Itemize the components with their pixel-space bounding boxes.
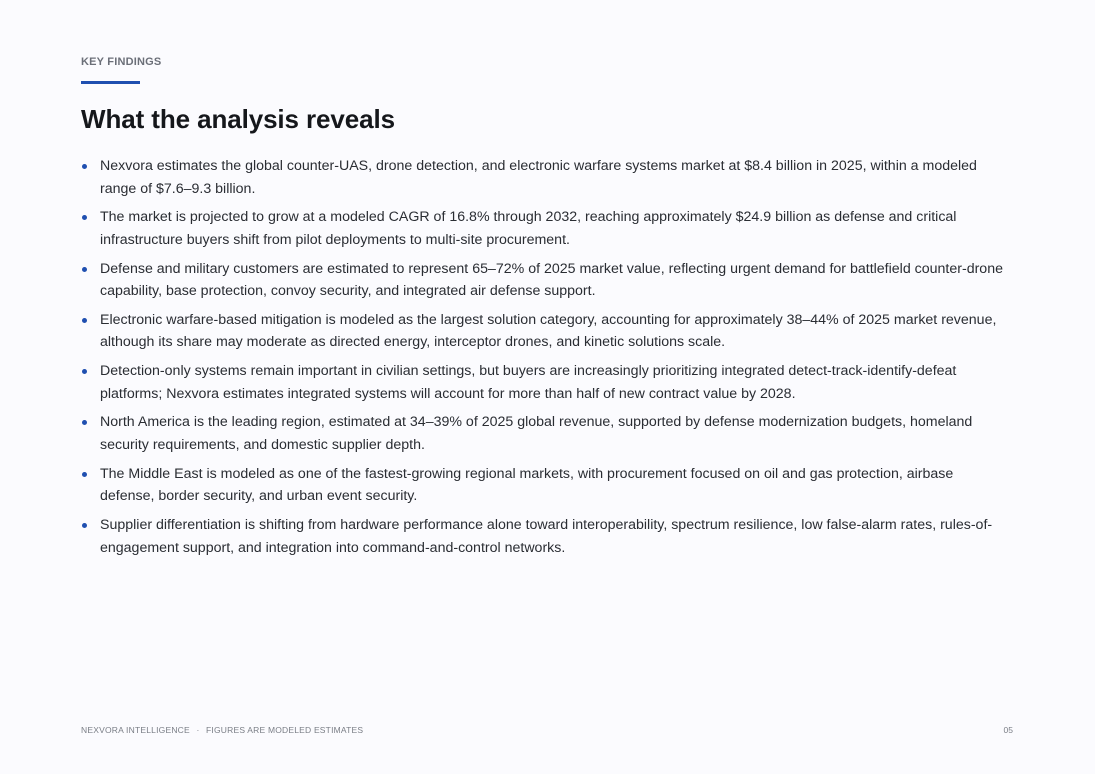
finding-item xyxy=(81,463,1011,508)
finding-item xyxy=(81,206,1011,251)
page-title: What the analysis reveals xyxy=(81,104,395,134)
report-page xyxy=(81,0,1015,774)
footer-brand: NEXVORA INTELLIGENCE xyxy=(81,725,190,735)
bullet-dot-icon xyxy=(82,523,87,528)
finding-item xyxy=(81,411,1011,456)
bullet-dot-icon xyxy=(82,369,87,374)
accent-rule xyxy=(81,81,140,84)
finding-item xyxy=(81,360,1011,405)
finding-item xyxy=(81,258,1011,303)
findings-list xyxy=(81,155,1011,565)
finding-text: Nexvora estimates the global counter-UAS, drone detection, and electronic warfare systems market at $8.4 billion in 2025, within a modeled range of $7.6–9.3 billion. xyxy=(100,158,977,197)
bullet-dot-icon xyxy=(82,318,87,323)
bullet-dot-icon xyxy=(82,267,87,272)
finding-text: The market is projected to grow at a modeled CAGR of 16.8% through 2032, reaching approximately $24.9 billion as defense and critical infrastructure buyers shift from pilot deployments to multi-site procurement. xyxy=(100,209,957,248)
finding-text: North America is the leading region, estimated at 34–39% of 2025 global revenue, supported by defense modernization budgets, homeland security requirements, and domestic supplier depth. xyxy=(100,414,973,453)
finding-text: Supplier differentiation is shifting from hardware performance alone toward interoperability, spectrum resilience, low false-alarm rates, rules-of-engagement support, and integration into command-and-control networks. xyxy=(100,517,993,556)
footer-separator: · xyxy=(196,725,200,735)
bullet-dot-icon xyxy=(82,472,87,477)
finding-item xyxy=(81,155,1011,200)
section-label: KEY FINDINGS xyxy=(81,56,162,68)
bullet-dot-icon xyxy=(82,164,87,169)
bullet-dot-icon xyxy=(82,215,87,220)
finding-text: Electronic warfare-based mitigation is modeled as the largest solution category, accounting for approximately 38–44% of 2025 market revenue, although its share may moderate as directed energy, interceptor drones, and kinetic solutions scale. xyxy=(100,311,997,351)
finding-item xyxy=(81,309,1011,354)
finding-text: Detection-only systems remain important in civilian settings, but buyers are increasingly prioritizing integrated detect-track-identify-defeat platforms; Nexvora estimates integrated systems will account for more than half of new contract value by 2028. xyxy=(100,363,957,402)
finding-text: Defense and military customers are estimated to represent 65–72% of 2025 market value, reflecting urgent demand for battlefield counter-drone capability, base protection, convoy security, and integrated air defense support. xyxy=(100,260,1003,300)
bullet-dot-icon xyxy=(82,420,87,425)
footer-disclaimer: FIGURES ARE MODELED ESTIMATES xyxy=(206,725,364,735)
footer-note xyxy=(81,725,363,735)
finding-text: The Middle East is modeled as one of the fastest-growing regional markets, with procurement focused on oil and gas protection, airbase defense, border security, and urban event security. xyxy=(100,465,954,505)
finding-item xyxy=(81,514,1011,559)
page-number: 05 xyxy=(1003,725,1013,735)
